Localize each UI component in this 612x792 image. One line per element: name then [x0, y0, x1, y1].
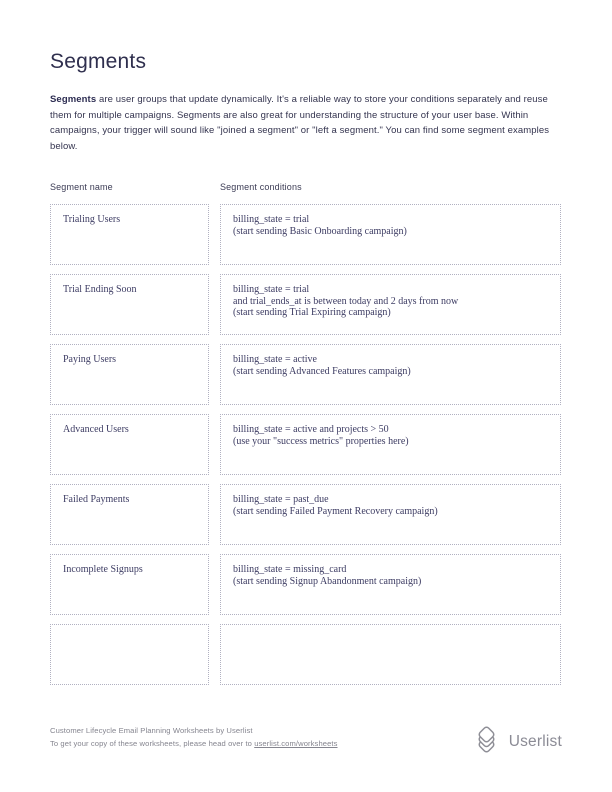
segment-conditions-cell	[220, 204, 561, 265]
condition-line: billing_state = trial	[233, 214, 310, 225]
condition-line: (start sending Failed Payment Recovery campaign)	[233, 505, 438, 517]
table-row	[50, 414, 562, 475]
segment-name: Advanced Users	[63, 424, 129, 435]
condition-line	[233, 377, 548, 389]
page-title: Segments	[50, 50, 147, 73]
intro-body-text: are user groups that update dynamically. It's a reliable way to store your conditions separately and reuse them for multiple campaigns. Segments are also great for understanding the structure of your user base. Within campaigns, your trigger will sound like "joined a segment" or "left a segment." You can find some segment examples below.	[50, 94, 550, 152]
table-row	[50, 204, 562, 265]
table-row	[50, 554, 562, 615]
segment-name-cell	[50, 274, 209, 335]
userlist-brand	[473, 725, 562, 759]
condition-line: (start sending Advanced Features campaign)	[233, 365, 411, 377]
intro-paragraph	[50, 92, 562, 154]
segment-name: Trial Ending Soon	[63, 284, 137, 295]
segment-name	[63, 634, 196, 646]
worksheets-link[interactable]: userlist.com/worksheets	[254, 739, 338, 748]
footer-line2-text: To get your copy of these worksheets, please head over to	[50, 739, 255, 748]
column-header-segment-name: Segment name	[50, 182, 113, 192]
segment-conditions-cell	[220, 624, 561, 685]
footer-line1: Customer Lifecycle Email Planning Worksheets by Userlist	[50, 726, 253, 735]
segment-name: Trialing Users	[63, 214, 121, 225]
segment-name-cell	[50, 344, 209, 405]
condition-line: (start sending Signup Abandonment campaign)	[233, 575, 422, 587]
footer-line2	[50, 737, 338, 750]
condition-line: (start sending Trial Expiring campaign)	[233, 307, 391, 318]
segment-name: Incomplete Signups	[63, 564, 143, 575]
condition-line: and trial_ends_at is between today and 2 days from now	[233, 295, 459, 307]
column-header-segment-conditions: Segment conditions	[220, 182, 302, 192]
table-row	[50, 274, 562, 335]
condition-line: billing_state = trial	[233, 284, 310, 295]
brand-wordmark: Userlist	[508, 733, 562, 750]
segment-conditions-cell	[220, 414, 561, 475]
segment-name-cell	[50, 484, 209, 545]
condition-line: (use your "success metrics" properties here)	[233, 435, 409, 447]
intro-lead-word: Segments	[50, 94, 97, 105]
condition-line	[233, 447, 548, 459]
segment-name-cell	[50, 204, 209, 265]
segment-name-cell	[50, 414, 209, 475]
segment-name-cell	[50, 554, 209, 615]
segment-conditions-cell	[220, 554, 561, 615]
table-row	[50, 624, 562, 685]
condition-line: billing_state = active and projects > 50	[233, 424, 389, 435]
condition-line	[233, 517, 548, 529]
segment-name-cell	[50, 624, 209, 685]
condition-line: billing_state = missing_card	[233, 564, 347, 575]
segments-table	[50, 204, 562, 685]
footer-credits	[50, 724, 338, 750]
table-row	[50, 484, 562, 545]
condition-line: (start sending Basic Onboarding campaign)	[233, 225, 407, 237]
condition-line: billing_state = past_due	[233, 494, 329, 505]
segment-conditions-cell	[220, 484, 561, 545]
table-column-headers	[50, 182, 562, 192]
condition-line	[233, 587, 548, 599]
page-footer	[50, 724, 562, 759]
segment-name: Failed Payments	[63, 494, 130, 505]
condition-line	[233, 237, 548, 249]
condition-line: billing_state = active	[233, 354, 317, 365]
segment-conditions-cell	[220, 274, 561, 335]
table-row	[50, 344, 562, 405]
segment-name: Paying Users	[63, 354, 117, 365]
segment-conditions-cell	[220, 344, 561, 405]
layers-stack-icon	[473, 725, 500, 759]
